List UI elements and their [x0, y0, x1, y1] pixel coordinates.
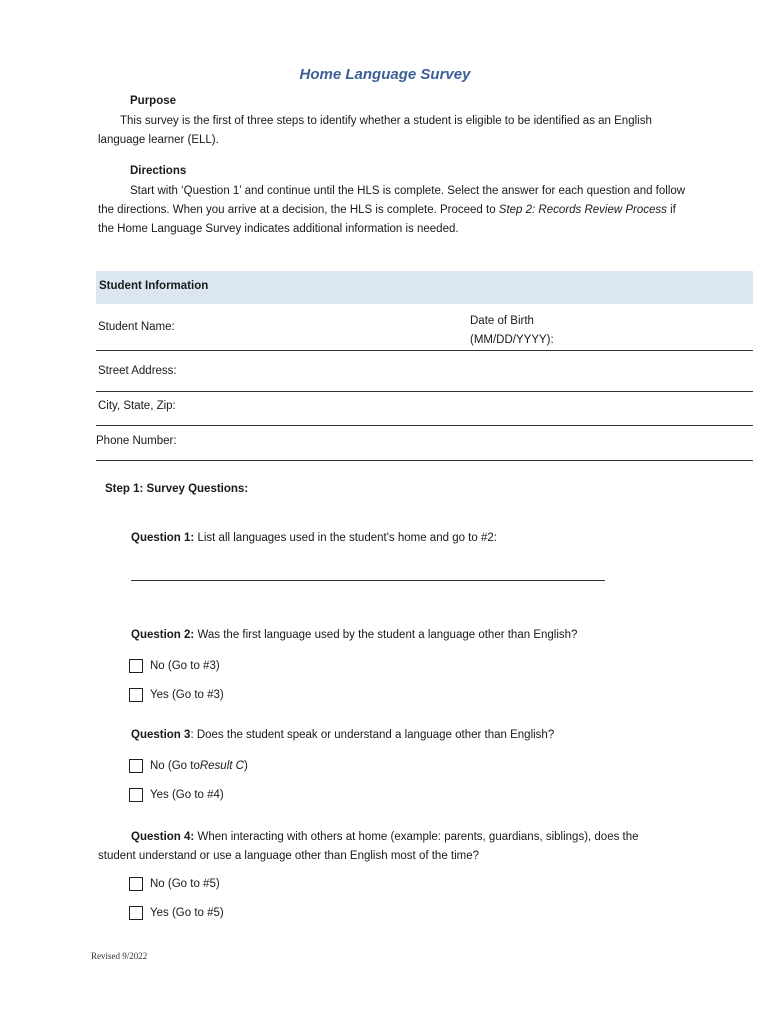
option-label: Yes (Go to #3): [150, 689, 224, 701]
page-title: Home Language Survey: [299, 66, 471, 83]
purpose-heading: Purpose: [130, 95, 177, 107]
question-2-option-yes[interactable]: [129, 688, 224, 702]
question-1-answer-line[interactable]: [131, 580, 605, 581]
revision-footer: Revised 9/2022: [91, 951, 148, 961]
student-information-header: [96, 271, 753, 304]
option-label: No (Go to #3): [150, 660, 220, 672]
question-2-option-no[interactable]: [129, 659, 220, 673]
option-label: Yes (Go to #4): [150, 789, 224, 801]
phone-number-field[interactable]: [96, 460, 753, 461]
option-label: Yes (Go to #5): [150, 907, 224, 919]
student-name-field[interactable]: [96, 350, 753, 351]
question-2-label: Question 2:: [131, 629, 195, 641]
directions-heading: Directions: [130, 165, 187, 177]
checkbox[interactable]: [129, 659, 143, 673]
phone-number-label: Phone Number:: [96, 435, 177, 447]
directions-text-before: Start with ‘Question 1’ and continue until the HLS is complete. Select the answer for each question and follow the directions. When you arrive at a decision, the HLS is complete. Proceed to: [98, 185, 686, 216]
option-label-prefix: No (Go to: [150, 760, 200, 772]
question-3-option-no[interactable]: [129, 759, 248, 773]
street-address-label: Street Address:: [98, 365, 177, 377]
date-of-birth-line1: Date of Birth: [470, 315, 534, 327]
street-address-field[interactable]: [96, 391, 753, 392]
option-label-italic: Result C: [199, 760, 244, 772]
checkbox[interactable]: [129, 688, 143, 702]
question-4: [98, 828, 678, 866]
city-state-zip-field[interactable]: [96, 425, 753, 426]
question-1-label: Question 1:: [131, 532, 195, 544]
date-of-birth-line2: (MM/DD/YYYY):: [470, 334, 554, 346]
student-information-heading: Student Information: [99, 280, 209, 292]
question-4-label: Question 4:: [131, 831, 195, 843]
purpose-text: [98, 112, 678, 150]
question-3: [131, 729, 554, 741]
question-3-text: : Does the student speak or understand a language other than English?: [190, 729, 555, 741]
checkbox[interactable]: [129, 877, 143, 891]
question-3-option-yes[interactable]: [129, 788, 224, 802]
option-label: No (Go to #5): [150, 878, 220, 890]
question-4-option-no[interactable]: [129, 877, 220, 891]
option-label-suffix: ): [243, 760, 248, 772]
question-2-text: Was the first language used by the student a language other than English?: [194, 629, 578, 641]
step1-heading: Step 1: Survey Questions:: [105, 483, 249, 495]
question-3-label: Question 3: [131, 729, 191, 741]
directions-text: [98, 182, 688, 239]
city-state-zip-label: City, State, Zip:: [98, 400, 176, 412]
question-1-text: List all languages used in the student's home and go to #2:: [194, 532, 497, 544]
student-name-label: Student Name:: [98, 321, 175, 333]
directions-text-after: if the Home Language Survey indicates additional information is needed.: [98, 204, 676, 235]
purpose-text-content: This survey is the first of three steps to identify whether a student is eligible to be identified as an English language learner (ELL).: [98, 115, 652, 146]
question-4-option-yes[interactable]: [129, 906, 224, 920]
checkbox[interactable]: [129, 906, 143, 920]
question-2: [131, 629, 577, 641]
directions-text-italic: Step 2: Records Review Process: [498, 204, 667, 216]
checkbox[interactable]: [129, 788, 143, 802]
date-of-birth-label: [470, 312, 554, 350]
checkbox[interactable]: [129, 759, 143, 773]
question-4-text: When interacting with others at home (example: parents, guardians, siblings), does the student understand or use a language other than English most of the time?: [98, 831, 639, 862]
question-1: [131, 532, 497, 544]
